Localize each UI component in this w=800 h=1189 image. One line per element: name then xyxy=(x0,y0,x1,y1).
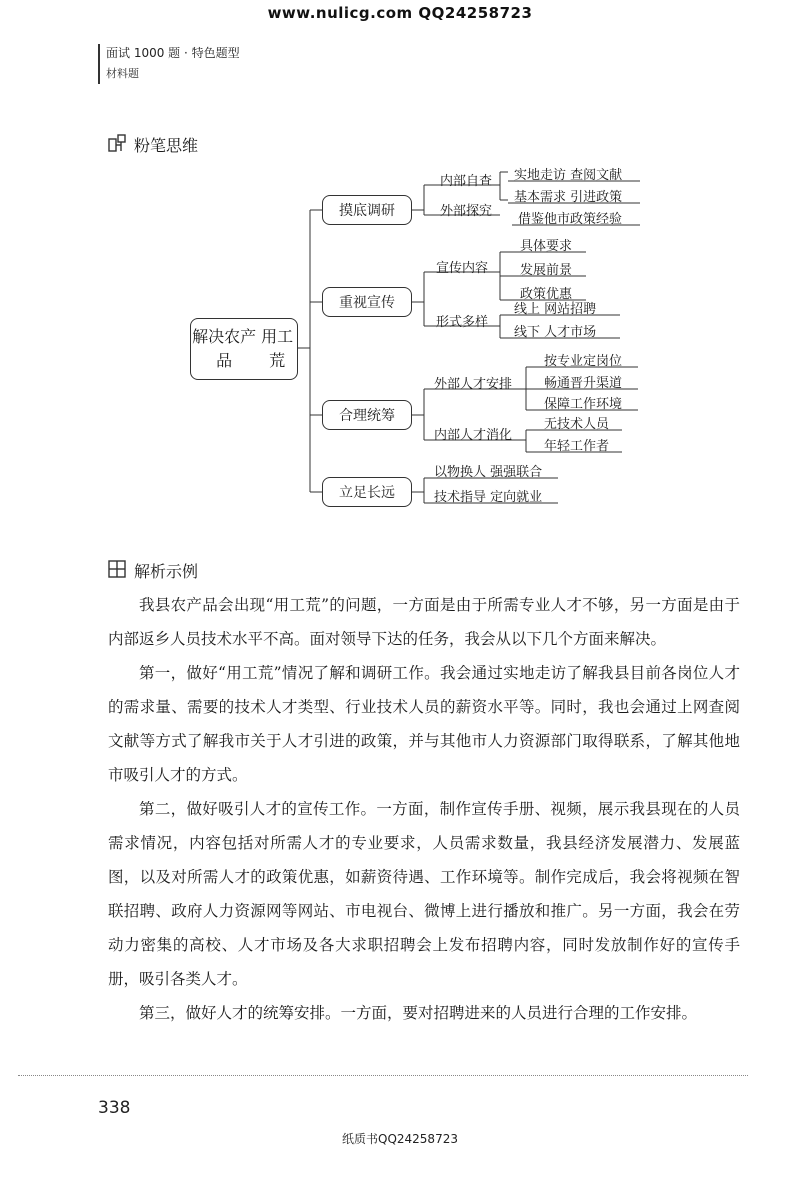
paragraph: 第一，做好“用工荒”情况了解和调研工作。我会通过实地走访了解我县目前各岗位人才的需求量、需要的技术人才类型、行业技术人员的薪资水平等。同时，我也会通过上网查阅文献等方式了解我市关于人才引进的政策，并与其他市人力资源部门取得联系，了解其他地市吸引人才的方式。 xyxy=(108,664,740,784)
branch-node-publicity: 重视宣传 xyxy=(322,287,412,317)
paragraph: 第三，做好人才的统筹安排。一方面，要对招聘进来的人员进行合理的工作安排。 xyxy=(139,1004,698,1022)
leaf-item: 年轻工作者 xyxy=(544,439,610,454)
mindmap-connectors xyxy=(0,0,800,560)
leaf-item: 线上 网站招聘 xyxy=(514,302,597,317)
leaf-item: 实地走访 查阅文献 xyxy=(514,168,623,183)
footer-watermark: 纸质书QQ24258723 xyxy=(342,1132,458,1146)
leaf-item: 以物换人 强强联合 xyxy=(434,465,543,480)
analysis-section-icon xyxy=(108,560,126,578)
leaf-item: 基本需求 引进政策 xyxy=(514,190,623,205)
root-line-1: 解决农产品 xyxy=(192,327,257,370)
section-title-thinking: 粉笔思维 xyxy=(134,136,199,155)
group-label: 外部人才安排 xyxy=(434,377,513,392)
leaf-item: 保障工作环境 xyxy=(544,397,623,412)
group-label: 内部人才消化 xyxy=(434,428,513,443)
page-number: 338 xyxy=(98,1098,131,1118)
leaf-item: 畅通晋升渠道 xyxy=(544,376,623,391)
leaf-item: 具体要求 xyxy=(520,239,573,254)
book-title: 面试 1000 题 · 特色题型 xyxy=(106,46,240,60)
leaf-item: 无技术人员 xyxy=(544,417,610,432)
leaf-item: 按专业定岗位 xyxy=(544,354,623,369)
group-label: 宣传内容 xyxy=(436,261,489,276)
book-subtitle: 材料题 xyxy=(106,67,139,80)
paragraph: 我县农产品会出现“用工荒”的问题，一方面是由于所需专业人才不够，另一方面是由于内部返乡人员技术水平不高。面对领导下达的任务，我会从以下几个方面来解决。 xyxy=(108,596,740,648)
analysis-body xyxy=(108,588,740,1030)
top-watermark: www.nulicg.com QQ24258723 xyxy=(267,4,533,22)
leaf-item: 借鉴他市政策经验 xyxy=(518,212,623,227)
leaf-item: 政策优惠 xyxy=(520,287,573,302)
paragraph: 第二，做好吸引人才的宣传工作。一方面，制作宣传手册、视频，展示我县现在的人员需求情况，内容包括对所需人才的专业要求，人员需求数量，我县经济发展潜力、发展蓝图，以及对所需人才的政策优惠，如薪资待遇、工作环境等。制作完成后，我会将视频在智联招聘、政府人力资源网等网站、市电视台、微博上进行播放和推广。另一方面，我会在劳动力密集的高校、人才市场及各大求职招聘会上发布招聘内容，同时发放制作好的宣传手册，吸引各类人才。 xyxy=(108,800,740,988)
branch-node-survey: 摸底调研 xyxy=(322,195,412,225)
mindmap-root-node xyxy=(190,318,298,380)
root-line-2: 用工荒 xyxy=(261,327,294,370)
leaf-item: 线下 人才市场 xyxy=(514,325,597,340)
group-label: 形式多样 xyxy=(436,315,489,330)
leaf-item: 发展前景 xyxy=(520,263,573,278)
branch-node-long-term: 立足长远 xyxy=(322,477,412,507)
branch-node-coordination: 合理统筹 xyxy=(322,400,412,430)
group-label: 外部探究 xyxy=(440,204,493,219)
section-title-analysis: 解析示例 xyxy=(134,562,199,581)
leaf-item: 技术指导 定向就业 xyxy=(434,490,543,505)
group-label: 内部自查 xyxy=(440,174,493,189)
scan-cut-line xyxy=(18,1075,748,1077)
